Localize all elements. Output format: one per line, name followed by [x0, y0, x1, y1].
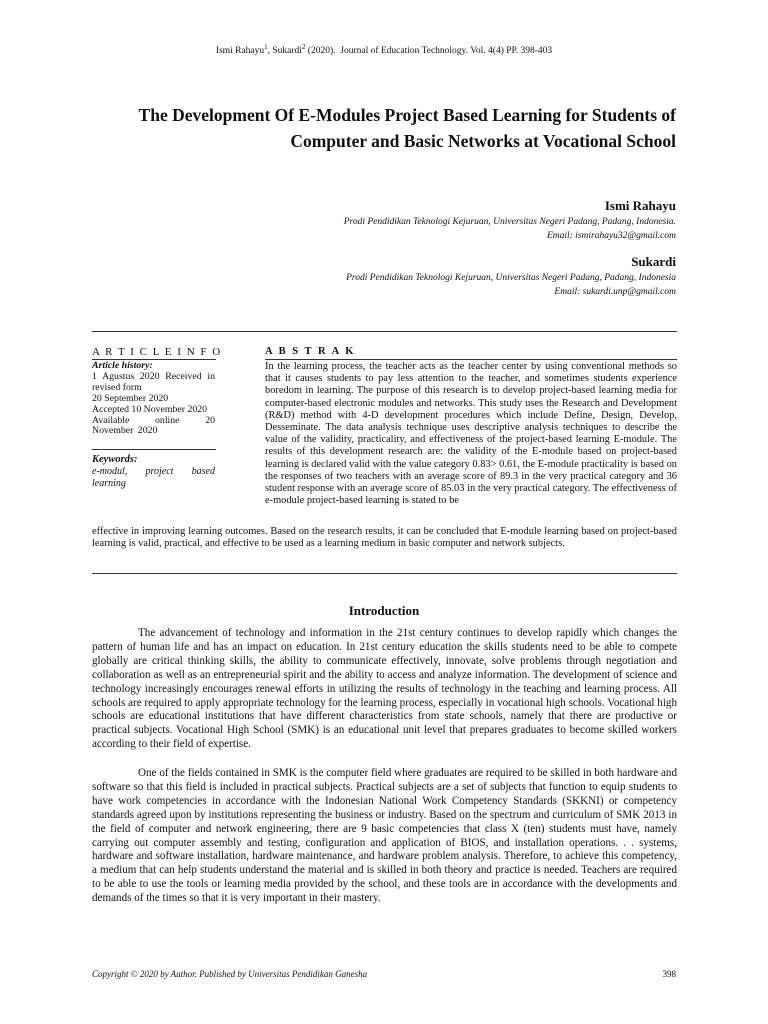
affiliation-text-1: Prodi Pendidikan Teknologi Kejuruan, Universitas Negeri Padang, Padang, Indonesia. — [343, 217, 676, 227]
abstract-heading: A B S T R A K — [265, 346, 356, 357]
keywords-text: e-modul, project based learning — [92, 466, 215, 490]
article-history — [92, 361, 215, 437]
running-head: Ismi Rahayu$^1$, Sukardi$^2$ (2020). Journal of Education Technology. Vol. 4(4) PP. 398-403 — [215, 43, 553, 57]
footer-copyright: Copyright © 2020 by Author. Published by Universitas Pendidikan Ganesha — [92, 969, 368, 979]
history-received: 1 Agustus 2020 Received in revised form — [92, 370, 215, 393]
author-name-1: Ismi Rahayu — [604, 198, 676, 213]
abstract-body-part2: effective in improving learning outcomes. Based on the research results, it can be concluded that E-module learning based on project-based learning is valid, practical, and effective to be used as a learning medium in basic computer and network subjects. — [92, 526, 677, 550]
footer-page-number: 398 — [662, 969, 676, 979]
author-email-1: Email: ismirahayu32@gmail.com — [546, 230, 676, 241]
abstract-body-part1: In the learning process, the teacher acts as the teacher center by using conventional methods so that it causes students to pay less attention to the teacher, and sometimes students experience boredom in learning. The purpose of this research is to develop project-based learning media for computer-based electronic modules and networks. This study uses the Research and Development (R&D) method with 4-D development procedures which include Define, Design, Develop, Desseminate. The data analysis technique uses descriptive analysis techniques to describe the value of the validity, practicality, and effectiveness of the project-based learning E-module. The results of this development research are: the validity of the E-module based on project-based learning is declared valid with the value category 0.83> 0.61, the E-module practicality is based on the responses of two teachers with an average score of 89.3 in the very practical category and 36 student response with an average score of 85.03 in the very practical category. The effectiveness of e-module project-based learning is stated to be — [265, 361, 677, 507]
paper-title: The Development Of E-Modules Project Based Learning for Students of Computer and Basic Networks at Vocational School — [138, 105, 676, 151]
history-accepted: Accepted 10 November 2020 — [92, 403, 208, 415]
article-history-label: Article history: — [92, 360, 153, 371]
affiliation-text-2: Prodi Pendidikan Teknologi Kejuruan, Universitas Negeri Padang, Padang, Indonesia — [346, 273, 676, 283]
abstract-divider — [92, 573, 677, 574]
author-affiliation-1 — [344, 216, 676, 243]
author-affiliation-2 — [346, 272, 676, 299]
history-revised: 20 September 2020 — [92, 392, 169, 404]
keywords-label: Keywords: — [92, 454, 138, 465]
keywords-rule — [92, 449, 216, 450]
section-heading-introduction: Introduction — [348, 603, 420, 618]
abstract-rule — [265, 359, 677, 360]
intro-paragraph-1: The advancement of technology and information in the 21st century continues to develop rapidly which changes the pattern of human life and has an impact on education. In 21st century education the skills students need to be able to compete globally are critical thinking skills, the ability to communicate effectively, innovate, solve problems through negotiation and collaboration as well as an entrepreneurial spirit and the ability to access and analyze information. The development of science and technology increasingly encourages renewal efforts in utilizing the results of technology in the teaching and learning process. All schools are required to apply appropriate technology for the learning process, especially in vocational high schools. Vocational high schools are educational institutions that have different characteristics from state schools, namely that there are productive or practical subjects. Vocational High School (SMK) is an educational unit level that prepares graduates to become skilled workers according to their field of expertise. — [92, 627, 677, 751]
article-info-heading: A R T I C L E I N F O — [92, 346, 222, 358]
history-available: Available online 20 November 2020 — [92, 414, 215, 437]
header-divider — [92, 331, 677, 332]
author-name-2: Sukardi — [631, 254, 676, 269]
intro-paragraph-2: One of the fields contained in SMK is the computer field where graduates are required to be skilled in both hardware and software so that this field is included in practical subjects. Practical subjects are a set of subjects that function to equip students to have work competencies in accordance with the Indonesian National Work Competency Standards (SKKNI) or competency standards agreed upon by institutions representing the business or industry. Based on the spectrum and curriculum of SMK 2013 in the field of computer and network engineering, there are 9 basic competencies that class X (ten) students must have, namely carrying out computer assembly and testing, configuration and application of BIOS, and installation operations. . . systems, hardware and software installation, hardware maintenance, and hardware problem analysis. Therefore, to achieve this competency, a medium that can help students understand the material and is skilled in both theory and practice is needed. Teachers are required to be able to use the tools or learning media provided by the school, and these tools are in accordance with the developments and demands of the times so that it is very important in their mastery. — [92, 767, 677, 905]
author-email-2: Email: sukardi.unp@gmail.com — [554, 286, 676, 297]
